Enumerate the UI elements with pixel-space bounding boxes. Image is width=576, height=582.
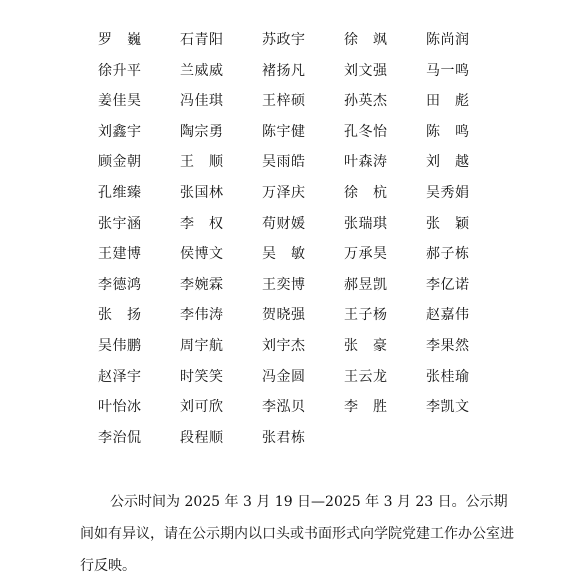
name-entry: 贺晓强	[262, 307, 306, 324]
name-entry: 张桂瑜	[426, 368, 470, 385]
name-entry: 李果然	[426, 337, 470, 354]
name-entry: 叶森涛	[344, 154, 388, 171]
name-entry: 李德鸿	[98, 276, 142, 293]
name-entry: 褚扬凡	[262, 62, 306, 79]
name-entry: 吴 敏	[262, 246, 306, 263]
name-entry: 王建博	[98, 246, 142, 263]
name-entry: 陶宗勇	[180, 123, 224, 140]
name-entry: 陈尚润	[426, 32, 470, 48]
name-entry: 时笑笑	[180, 368, 224, 385]
name-entry: 刘可欣	[180, 399, 224, 416]
name-entry: 张 颖	[426, 215, 470, 232]
name-entry: 苏政宇	[262, 32, 306, 48]
name-entry: 张 豪	[344, 337, 388, 354]
name-entry: 李凯文	[426, 399, 470, 416]
names-list	[98, 30, 508, 458]
name-entry: 吴伟鹏	[98, 337, 142, 354]
name-entry: 李亿诺	[426, 276, 470, 293]
name-entry: 王梓硕	[262, 93, 306, 110]
name-entry: 周宇航	[180, 337, 224, 354]
name-entry: 李婉霖	[180, 276, 224, 293]
name-entry: 赵嘉伟	[426, 307, 470, 324]
name-entry: 姜佳昊	[98, 93, 142, 110]
name-entry: 郝昱凯	[344, 276, 388, 293]
name-entry: 刘文强	[344, 62, 388, 79]
name-entry: 张瑞琪	[344, 215, 388, 232]
name-entry: 冯金圆	[262, 368, 306, 385]
name-entry: 万泽庆	[262, 184, 306, 201]
name-entry: 刘 越	[426, 154, 470, 171]
name-entry: 张君栋	[262, 429, 306, 446]
name-entry: 李 胜	[344, 399, 388, 416]
name-entry: 赵泽宇	[98, 368, 142, 385]
name-entry: 段程顺	[180, 429, 224, 446]
name-entry: 石青阳	[180, 32, 224, 48]
name-entry: 兰威威	[180, 62, 224, 79]
name-entry: 顾金朝	[98, 154, 142, 171]
name-entry: 田 彪	[426, 93, 470, 110]
name-entry: 张国林	[180, 184, 224, 201]
name-entry: 刘宇杰	[262, 337, 306, 354]
name-entry: 郝子栋	[426, 246, 470, 263]
name-entry: 李 权	[180, 215, 224, 232]
name-entry: 陈 鸣	[426, 123, 470, 140]
name-entry: 李伟涛	[180, 307, 224, 324]
name-entry: 陈宇健	[262, 123, 306, 140]
name-entry: 吴雨皓	[262, 154, 306, 171]
name-entry: 侯博文	[180, 246, 224, 263]
notice-paragraph	[80, 486, 520, 582]
notice-text: 公示时间为 2025 年 3 月 19 日—2025 年 3 月 23 日。公示期间如有异议，请在公示期内以口头或书面形式向学院党建工作办公室进行反映。	[80, 494, 514, 574]
name-entry: 罗 巍	[98, 32, 142, 48]
name-entry: 徐 杭	[344, 184, 388, 201]
name-entry: 吴秀娟	[426, 184, 470, 201]
name-entry: 叶怡冰	[98, 399, 142, 416]
name-entry: 孔维臻	[98, 184, 142, 201]
name-entry: 张宇涵	[98, 215, 142, 232]
name-entry: 刘鑫宇	[98, 123, 142, 140]
name-entry: 王奕博	[262, 276, 306, 293]
name-entry: 王 顺	[180, 154, 224, 171]
name-entry: 马一鸣	[426, 62, 470, 79]
name-entry: 李泓贝	[262, 399, 306, 416]
name-entry: 王云龙	[344, 368, 388, 385]
name-entry: 徐 飒	[344, 32, 388, 48]
name-entry: 张 扬	[98, 307, 142, 324]
name-entry: 孙英杰	[344, 93, 388, 110]
name-entry: 徐升平	[98, 62, 142, 79]
name-entry: 孔冬怡	[344, 123, 388, 140]
name-entry: 王子杨	[344, 307, 388, 324]
name-entry: 苟财媛	[262, 215, 306, 232]
name-entry: 冯佳琪	[180, 93, 224, 110]
name-entry: 李治侃	[98, 429, 142, 446]
name-entry: 万承昊	[344, 246, 388, 263]
